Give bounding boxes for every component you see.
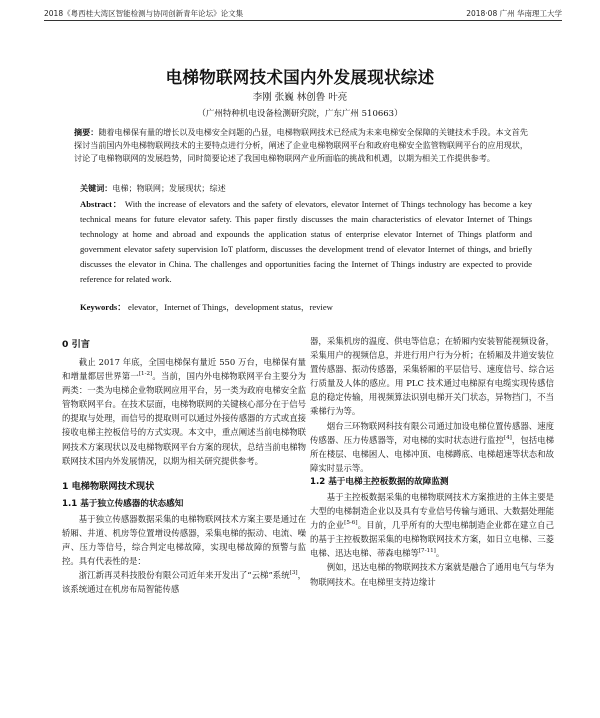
header-rule — [44, 20, 562, 21]
paragraph-mainboard — [310, 490, 554, 560]
abstract-en-label: Abstract： — [80, 199, 123, 209]
paper-title: 电梯物联网技术国内外发展现状综述 — [165, 68, 435, 87]
abstract-en-text: With the increase of elevators and the safety of elevators, elevator Internet of Things technology has become a key technical means for future elevator safety. This paper firstly discusses the main characteristics of elevator Internet of Things technology at home and abroad and expounds the application status of enterprise elevator Internet of Things platform and government elevator safety supervision IoT platform, discusses the development trend of elevator Internet of things, and briefly discusses the elevator in China. The challenges and opportunities facing the Internet of Things industry are expected to provide reference for related work. — [80, 199, 532, 284]
citation-ref: [5-6] — [344, 520, 358, 527]
running-header — [44, 8, 562, 24]
keywords-cn-text: 电梯；物联网；发展现状；综述 — [112, 183, 226, 193]
zhejiang-text-a: 浙江新再灵科技股份有限公司近年来开发出了“云梯”系统 — [78, 570, 290, 581]
keywords-chinese — [80, 182, 530, 195]
paper-authors: 李刚 张巍 林创鲁 叶亮 — [252, 92, 348, 103]
yantai-text-b: ，包括电梯所在楼层、电梯困人、电梯冲顶、电梯蹲底、电梯超速等状态和故障实时显示等。 — [310, 434, 555, 473]
body-column-left — [62, 334, 306, 596]
abstract-english — [80, 197, 532, 287]
keywords-cn-label: 关键词： — [80, 183, 113, 193]
intro-text-b: 。当前，国内外电梯物联网平台主要分为两类：一类为电梯企业物联网应用平台，另一类为政府电梯安全监管物联网平台。在技术层面，电梯物联网的关键核心部分在于信号的提取与处理，而信号的提取则可以通过外接传感器的方式或直接接收电梯主控板信号的方式实现。本文中，重点阐述当前电梯物联网技术方案现状以及电梯物联网平台方案的现状，总结当前电梯物联网技术国内外发展情况，以期为相关研究提供参考。 — [62, 371, 306, 466]
zhejiang-text-b: ，该系统通过在机房布局智能传感 — [62, 570, 307, 595]
body-column-right — [310, 334, 554, 589]
keywords-english — [80, 300, 530, 314]
paragraph-sensor: 基于独立传感器数据采集的电梯物联网技术方案主要是通过在轿厢、井道、机房等位置增设传感器，采集电梯的振动、电流、噪声、压力等信号，综合判定电梯故障，实现电梯故障的预警与监控。具有代表性的是： — [62, 513, 306, 567]
citation-ref: [3] — [289, 570, 298, 577]
section-heading-introduction: 0 引言 — [62, 339, 90, 350]
paragraph-zhejiang — [62, 568, 306, 596]
keywords-en-text: elevator，Internet of Things，development status，review — [128, 302, 333, 312]
citation-ref: [1-2] — [138, 371, 153, 378]
keywords-en-label: Keywords： — [80, 302, 126, 312]
yantai-text-a: 烟台三环物联网科技有限公司通过加设电梯位置传感器、速度传感器、压力传感器等，对电梯的实时状态进行监控 — [310, 420, 554, 445]
header-venue: 2018·08 广州 华南理工大学 — [466, 9, 562, 18]
subsection-heading-mainboard: 1.2 基于电梯主控板数据的故障监测 — [310, 476, 449, 487]
paragraph-intro — [62, 355, 306, 468]
paragraph-machine-room: 器，采集机房的温度、供电等信息；在轿厢内安装智能视频设备，采集用户的视频信息，并进行用户行为分析；在轿厢及井道安装位置传感器、振动传感器，采集轿厢的平层信号、速度信号、综合运行质量及人体的感应。用 PLC 技术通过电梯原有电缆实现传感信息的稳定传输，用视频算法识别电梯开关门状态，异物挡门，不当乘梯行为等。 — [310, 336, 554, 417]
mainboard-text-a: 基于主控板数据采集的电梯物联网技术方案推进的主体主要是大型的电梯制造企业以及具有专业信号传输与通讯、大数据处理能力的企业 — [310, 491, 554, 531]
subsection-heading-sensor: 1.1 基于独立传感器的状态感知 — [62, 498, 184, 509]
abstract-chinese — [74, 126, 528, 165]
paragraph-schindler: 例如，迅达电梯的物联网技术方案就是融合了通用电气与华为物联网技术。在电梯里支持边缘计 — [310, 562, 554, 587]
citation-ref: [7-11] — [418, 548, 436, 555]
abstract-cn-text: 随着电梯保有量的增长以及电梯安全问题的凸显，电梯物联网技术已经成为未来电梯安全保障的关键技术手段。本文首先探讨当前国内外电梯物联网技术的主要特点进行分析，阐述了企业电梯物联网平台和政府电梯安全监管物联网平台的应用现状，讨论了电梯物联网的发展趋势，同时简要论述了我国电梯物联网产业所面临的挑战和机遇，以期为相关工作提供参考。 — [74, 127, 528, 163]
mainboard-text-b: 。目前，几乎所有的大型电梯制造企业都在建立自己的基于主控板数据采集的电梯物联网技术方案，如日立电梯、三菱电梯、迅达电梯、蒂森电梯等 — [310, 520, 555, 559]
paragraph-yantai — [310, 419, 554, 475]
mainboard-text-c: 。 — [435, 548, 445, 559]
header-proceedings: 2018《粤西桂大湾区智能检测与协同创新青年论坛》论文集 — [44, 9, 244, 18]
citation-ref: [4] — [503, 434, 512, 441]
intro-text-a: 截止 2017 年底，全国电梯保有量近 550 万台，电梯保有量和增量都居世界第一 — [62, 357, 306, 382]
abstract-cn-label: 摘要： — [74, 127, 99, 137]
paper-affiliation: （广州特种机电设备检测研究院，广东广州 510663） — [197, 109, 403, 119]
section-heading-iot-status: 1 电梯物联网技术现状 — [62, 480, 155, 492]
